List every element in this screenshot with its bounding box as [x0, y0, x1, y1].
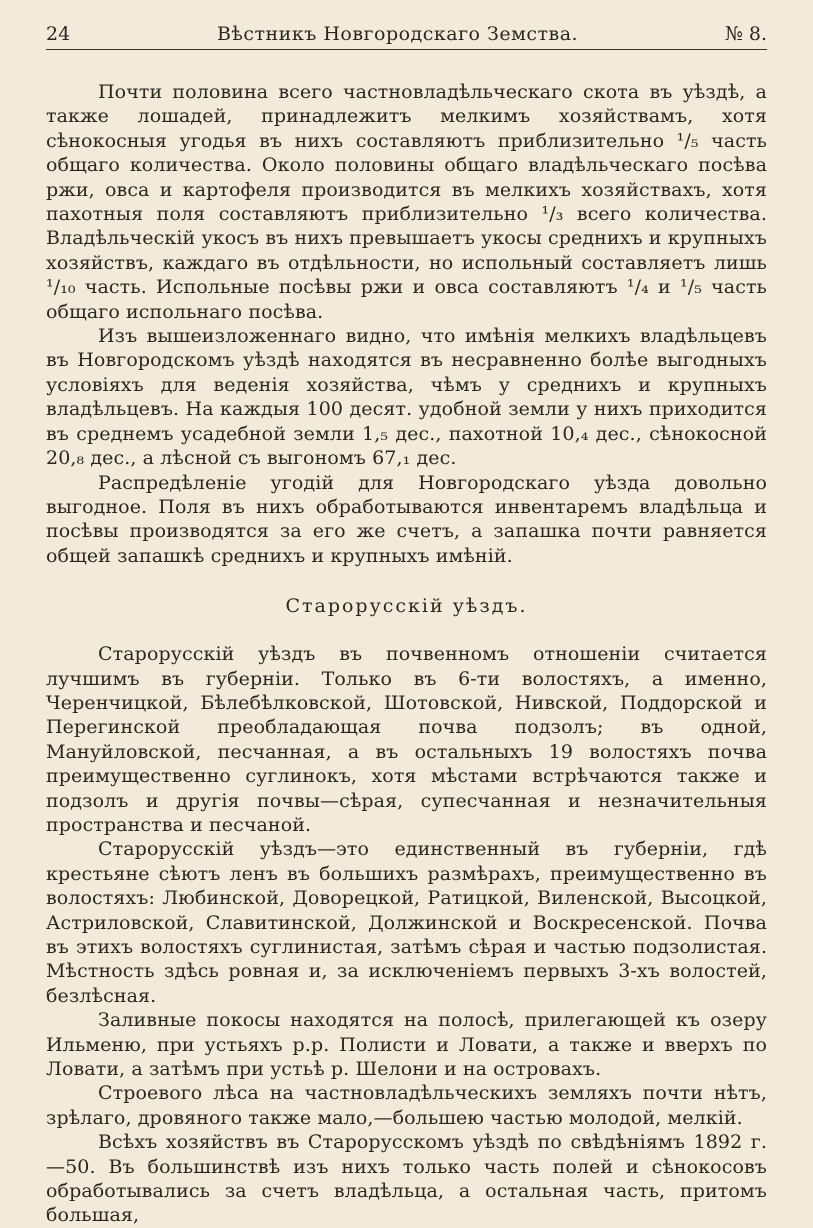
paragraph: Изъ вышеизложеннаго видно, что имѣнія мелкихъ владѣльцевъ въ Новгородскомъ уѣздѣ находятся въ несравненно болѣе выгодныхъ условіяхъ для веденія хозяйства, чѣмъ у среднихъ и крупныхъ владѣльцевъ. На каждыя 100 десят. удобной земли у нихъ приходится въ среднемъ усадебной земли 1,₅ дес., пахотной 10,₄ дес., сѣнокосной 20,₈ дес., а лѣсной съ выгономъ 67,₁ дес.	[46, 325, 767, 470]
running-header	[46, 22, 767, 50]
journal-title: Вѣстникъ Новгородскаго Земства.	[216, 23, 579, 45]
page-number: 24	[46, 23, 71, 45]
paragraph: Строевого лѣса на частновладѣльческихъ земляхъ почти нѣтъ, зрѣлаго, дровяного также мало,—большею частью молодой, мелкій.	[46, 1082, 767, 1129]
paragraph: Почти половина всего частновладѣльческаго скота въ уѣздѣ, а также лошадей, принадлежитъ мелкимъ хозяйствамъ, хотя сѣнокосныя угодья въ нихъ составляютъ приблизительно ¹/₅ часть общаго количества. Около половины общаго владѣльческаго посѣва ржи, овса и картофеля производится въ мелкихъ хозяйствахъ, хотя пахотныя поля составляютъ приблизительно ¹/₃ всего количества. Владѣльческій укосъ въ нихъ превышаетъ укосы среднихъ и крупныхъ хозяйствъ, каждаго въ отдѣльности, но испольный составляетъ лишь ¹/₁₀ часть. Испольные посѣвы ржи и овса составляютъ ¹/₄ и ¹/₅ часть общаго испольнаго посѣва.	[46, 81, 767, 323]
paragraph: Старорусскій уѣздъ—это единственный въ губерніи, гдѣ крестьяне сѣютъ ленъ въ большихъ размѣрахъ, преимущественно въ волостяхъ: Любинской, Доворецкой, Ратицкой, Виленской, Высоцкой, Астриловской, Славитинской, Должинской и Воскресенской. Почва въ этихъ волостяхъ суглинистая, затѣмъ сѣрая и частью подзолистая. Мѣстность здѣсь ровная и, за исключеніемъ первыхъ 3-хъ волостей, безлѣсная.	[46, 838, 767, 1007]
paragraph: Старорусскій уѣздъ въ почвенномъ отношеніи считается лучшимъ въ губерніи. Только въ 6-ти волостяхъ, а именно, Черенчицкой, Бѣлебѣлковской, Шотовской, Нивской, Поддорской и Перегинской преобладающая почва подзолъ; въ одной, Мануйловской, песчанная, а въ остальныхъ 19 волостяхъ почва преимущественно суглинокъ, хотя мѣстами встрѣчаются также и подзолъ и другія почвы—сѣрая, супесчанная и незначительныя пространства и песчаной.	[46, 643, 767, 836]
section-heading: Старорусскій уѣздъ.	[285, 595, 528, 618]
body-text	[46, 80, 767, 1228]
paragraph: Всѣхъ хозяйствъ въ Старорусскомъ уѣздѣ по свѣдѣніямъ 1892 г.—50. Въ большинствѣ изъ нихъ только часть полей и сѣнокосовъ обработывались за счетъ владѣльца, а остальная часть, притомъ большая,	[46, 1131, 767, 1227]
paragraph: Распредѣленіе угодій для Новгородскаго уѣзда довольно выгодное. Поля въ нихъ обработываются инвентаремъ владѣльца и посѣвы производятся за его же счетъ, а запашка почти равняется общей запашкѣ среднихъ и крупныхъ имѣній.	[46, 471, 767, 567]
paragraph: Заливные покосы находятся на полосѣ, прилегающей къ озеру Ильменю, при устьяхъ р.р. Полисти и Ловати, а также и вверхъ по Ловати, а затѣмъ при устьѣ р. Шелони и на островахъ.	[46, 1009, 767, 1081]
issue-number: № 8.	[724, 23, 767, 45]
